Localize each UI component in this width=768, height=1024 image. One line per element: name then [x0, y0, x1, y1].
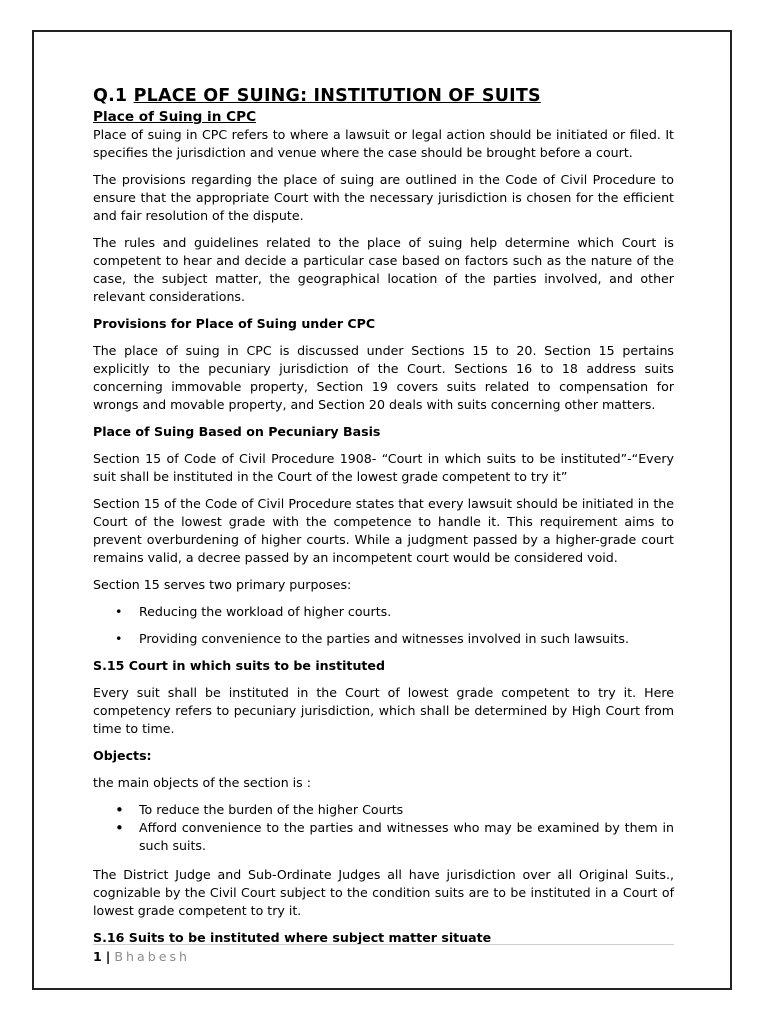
- section-subtitle: Place of Suing in CPC: [93, 109, 257, 125]
- paragraph: The place of suing in CPC is discussed under Sections 15 to 20. Section 15 pertains explicitly to the pecuniary jurisdiction of the Court. Sections 16 to 18 address suits concerning immovable property, Section 19 covers suits related to compensation for wrongs and movable property, and Section 20 deals with suits concerning other matters.: [93, 343, 674, 412]
- paragraph: the main objects of the section is :: [93, 775, 311, 790]
- section-heading: Objects:: [93, 748, 152, 763]
- paragraph: Every suit shall be instituted in the Court of lowest grade competent to try it. Here competency refers to pecuniary jurisdiction, which shall be determined by High Court from time to time.: [93, 685, 674, 736]
- footer-separator: |: [105, 949, 111, 964]
- list-item: • To reduce the burden of the higher Courts: [93, 801, 674, 819]
- paragraph: The rules and guidelines related to the place of suing help determine which Court is competent to hear and decide a particular case based on factors such as the nature of the case, the subject matter, the geographical location of the parties involved, and other relevant considerations.: [93, 235, 674, 304]
- page-footer: [93, 944, 674, 964]
- section-heading: S.16 Suits to be instituted where subject matter situate: [93, 930, 492, 945]
- paragraph: Place of suing in CPC refers to where a lawsuit or legal action should be initiated or filed. It specifies the jurisdiction and venue where the case should be brought before a court.: [93, 127, 674, 160]
- paragraph: Section 15 serves two primary purposes:: [93, 577, 352, 592]
- page-number: 1: [93, 949, 102, 964]
- paragraph: The District Judge and Sub-Ordinate Judges all have jurisdiction over all Original Suits., cognizable by the Civil Court subject to the condition suits are to be instituted in a Court of lowest grade competent to try it.: [93, 867, 674, 918]
- list-item: • Providing convenience to the parties and witnesses involved in such lawsuits.: [93, 630, 674, 648]
- paragraph: Section 15 of the Code of Civil Procedure states that every lawsuit should be initiated in the Court of the lowest grade with the competence to handle it. This requirement aims to prevent overburdening of higher courts. While a judgment passed by a higher-grade court remains valid, a decree passed by an incompetent court would be considered void.: [93, 496, 674, 565]
- list-item: • Reducing the workload of higher courts.: [93, 603, 674, 621]
- section-heading: Provisions for Place of Suing under CPC: [93, 316, 376, 331]
- document-body: [93, 84, 674, 956]
- list-item: • Afford convenience to the parties and witnesses who may be examined by them in such suits.: [93, 819, 674, 855]
- paragraph: Section 15 of Code of Civil Procedure 1908- “Court in which suits to be instituted”-“Every suit shall be instituted in the Court of the lowest grade competent to try it”: [93, 451, 674, 484]
- footer-author: Bhabesh: [114, 949, 191, 964]
- question-number: Q.1: [93, 86, 134, 106]
- section-heading: Place of Suing Based on Pecuniary Basis: [93, 424, 381, 439]
- section-heading: S.15 Court in which suits to be instituted: [93, 658, 385, 673]
- document-title: [93, 84, 674, 108]
- bullet-list: [93, 801, 674, 855]
- title-text: PLACE OF SUING: INSTITUTION OF SUITS: [133, 86, 541, 106]
- paragraph: The provisions regarding the place of suing are outlined in the Code of Civil Procedure to ensure that the appropriate Court with the necessary jurisdiction is chosen for the efficient and fair resolution of the dispute.: [93, 172, 674, 223]
- bullet-list: [93, 603, 674, 648]
